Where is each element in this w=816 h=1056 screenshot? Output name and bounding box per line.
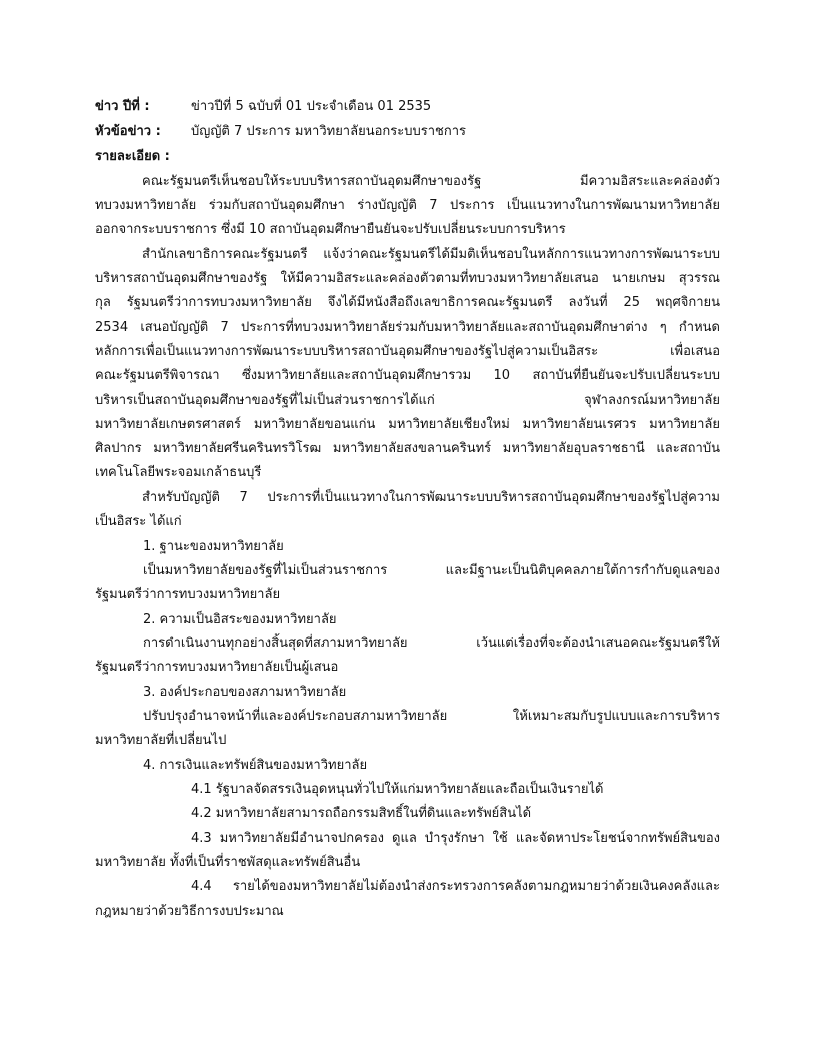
paragraph-line: รัฐมนตรีว่าการทบวงมหาวิทยาลัย [95, 587, 281, 602]
paragraph-line: ออกจากระบบราชการ ซึ่งมี 10 สถาบันอุดมศึกษายืนยันจะปรับเปลี่ยนระบบการบริหาร [95, 222, 566, 237]
paragraph-line: บริหารเป็นสถาบันอุดมศึกษาของรัฐที่ไม่เป็นส่วนราชการได้แก่ จุฬาลงกรณ์มหาวิทยาลัย [95, 393, 720, 408]
paragraph-line: เป็นมหาวิทยาลัยของรัฐที่ไม่เป็นส่วนราชการ และมีฐานะเป็นนิติบุคคลภายใต้การกำกับดูแลของ [143, 563, 720, 578]
paragraph-line: ปรับปรุงอำนาจหน้าที่และองค์ประกอบสภามหาวิทยาลัย ให้เหมาะสมกับรูปแบบและการบริหาร [143, 709, 720, 724]
subsection-line: กฎหมายว่าด้วยวิธีการงบประมาณ [95, 904, 284, 919]
paragraph-line: สำหรับบัญญัติ 7 ประการที่เป็นแนวทางในการพัฒนาระบบบริหารสถาบันอุดมศึกษาของรัฐไปสู่ความ [142, 490, 720, 505]
paragraph-line: เทคโนโลยีพระจอมเกล้าธนบุรี [95, 465, 262, 480]
paragraph-line: ศิลปากร มหาวิทยาลัยศรีนครินทรวิโรฒ มหาวิทยาลัยสงขลานครินทร์ มหาวิทยาลัยอุบลราชธานี และสถาบัน [95, 441, 720, 456]
detail-label: รายละเอียด : [95, 149, 170, 164]
paragraph-line: หลักการเพื่อเป็นแนวทางการพัฒนาระบบบริหารสถาบันอุดมศึกษาของรัฐไปสู่ความเป็นอิสระ เพื่อเสนอ [95, 344, 720, 359]
paragraph-line: คณะรัฐมนตรีเห็นชอบให้ระบบบริหารสถาบันอุดมศึกษาของรัฐ มีความอิสระและคล่องตัว [142, 174, 720, 189]
subsection-line: 4.3 มหาวิทยาลัยมีอำนาจปกครอง ดูแล บำรุงรักษา ใช้ และจัดหาประโยชน์จากทรัพย์สินของ [191, 831, 720, 846]
paragraph-line: สำนักเลขาธิการคณะรัฐมนตรี แจ้งว่าคณะรัฐมนตรีได้มีมติเห็นชอบในหลักการแนวทางการพัฒนาระบบ [142, 247, 720, 262]
paragraph-line: รัฐมนตรีว่าการทบวงมหาวิทยาลัยเป็นผู้เสนอ [95, 660, 339, 675]
section-title: 2. ความเป็นอิสระของมหาวิทยาลัย [143, 612, 337, 627]
subsection-line: 4.4 รายได้ของมหาวิทยาลัยไม่ต้องนำส่งกระทรวงการคลังตามกฎหมายว่าด้วยเงินคงคลังและ [191, 879, 720, 894]
paragraph-line: มหาวิทยาลัยที่เปลี่ยนไป [95, 733, 227, 748]
paragraph-line: มหาวิทยาลัยเกษตรศาสตร์ มหาวิทยาลัยขอนแก่น มหาวิทยาลัยเชียงใหม่ มหาวิทยาลัยนเรศวร มหาวิทยาลัย [95, 417, 720, 432]
paragraph-line: การดำเนินงานทุกอย่างสิ้นสุดที่สภามหาวิทยาลัย เว้นแต่เรื่องที่จะต้องนำเสนอคณะรัฐมนตรีให้ [143, 636, 720, 651]
topic-value: บัญญัติ 7 ประการ มหาวิทยาลัยนอกระบบราชการ [191, 124, 466, 139]
section-title: 3. องค์ประกอบของสภามหาวิทยาลัย [143, 685, 347, 700]
topic-label: หัวข้อข่าว : [95, 124, 161, 139]
issue-value: ข่าวปีที่ 5 ฉบับที่ 01 ประจำเดือน 01 2535 [191, 99, 432, 114]
subsection-line: มหาวิทยาลัย ทั้งที่เป็นที่ราชพัสดุและทรัพย์สินอื่น [95, 855, 361, 870]
issue-label: ข่าว ปีที่ : [95, 99, 150, 114]
paragraph-line: คณะรัฐมนตรีพิจารณา ซึ่งมหาวิทยาลัยและสถาบันอุดมศึกษารวม 10 สถาบันที่ยืนยันจะปรับเปลี่ยนระบบ [95, 368, 720, 383]
paragraph-line: เป็นอิสระ ได้แก่ [95, 514, 182, 529]
paragraph-line: ทบวงมหาวิทยาลัย ร่วมกับสถาบันอุดมศึกษา ร่างบัญญัติ 7 ประการ เป็นแนวทางในการพัฒนามหาวิทยาลัย [95, 198, 720, 213]
subsection-line: 4.1 รัฐบาลจัดสรรเงินอุดหนุนทั่วไปให้แก่มหาวิทยาลัยและถือเป็นเงินรายได้ [191, 782, 604, 797]
subsection-line: 4.2 มหาวิทยาลัยสามารถถือกรรมสิทธิ์ในที่ดินและทรัพย์สินได้ [191, 806, 532, 821]
paragraph-line: บริหารสถาบันอุดมศึกษาของรัฐ ให้มีความอิสระและคล่องตัวตามที่ทบวงมหาวิทยาลัยเสนอ นายเกษม สุวรรณ [95, 271, 720, 286]
section-title: 4. การเงินและทรัพย์สินของมหาวิทยาลัย [143, 758, 368, 773]
paragraph-line: 2534 เสนอบัญญัติ 7 ประการที่ทบวงมหาวิทยาลัยร่วมกับมหาวิทยาลัยและสถาบันอุดมศึกษาต่าง ๆ กำหนด [95, 320, 720, 335]
paragraph-line: กุล รัฐมนตรีว่าการทบวงมหาวิทยาลัย จึงได้มีหนังสือถึงเลขาธิการคณะรัฐมนตรี ลงวันที่ 25 พฤศจิกายน [95, 295, 720, 310]
section-title: 1. ฐานะของมหาวิทยาลัย [143, 539, 284, 554]
